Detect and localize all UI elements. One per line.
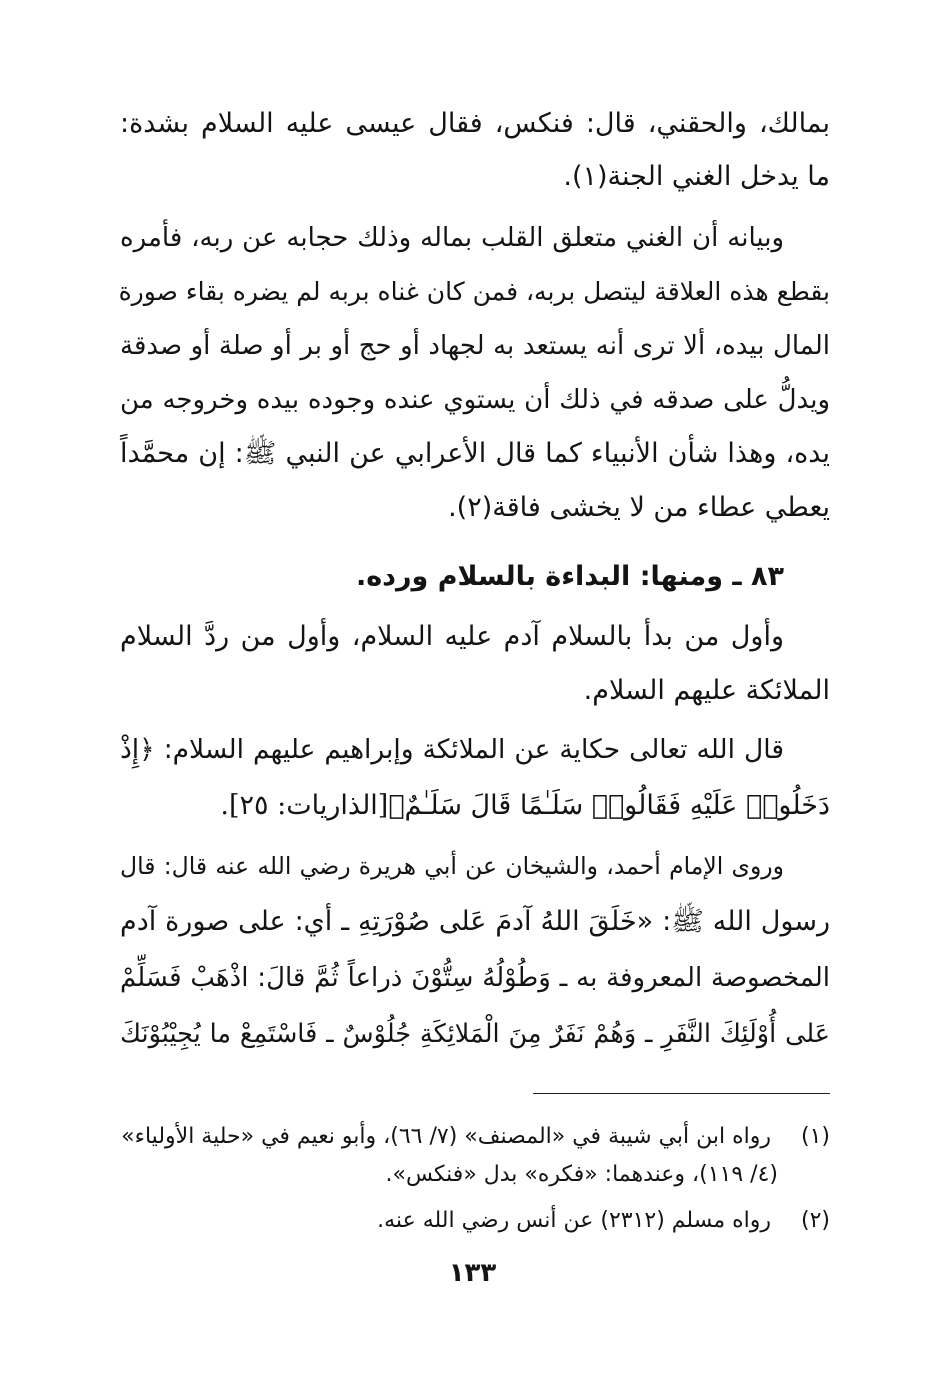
body-line-12: قال الله تعالى حكاية عن الملائكة وإبراهيم عليهم السلام: ﴿إِذْ [120,734,784,765]
body-line-17: عَلى أُوْلَئِكَ النَّفَرِ ـ وَهُمْ نَفَرٌ مِنَ الْمَلائِكَةِ جُلُوْسٌ ـ فَاسْتَمِعْ ما يُجِيْبُوْنَكَ [120,1019,830,1049]
footnote-2 [120,1204,830,1238]
footnote-2-number: (٢) [800,1208,830,1233]
body-line-4: بقطع هذه العلاقة ليتصل بربه، فمن كان غناه بربه لم يضره بقاء صورة [118,277,830,306]
footnote-2-text: رواه مسلم (٢٣١٢) عن أنس رضي الله عنه. [377,1208,771,1233]
quran-verse-line: دَخَلُوا۟ عَلَيْهِ فَقَالُوا۟ سَلَـٰمًا قَالَ سَلَـٰمٌ﴾[الذاريات: ٢٥]. [220,790,830,821]
body-line-1: بمالك، والحقني، قال: فنكس، فقال عيسى عليه السلام بشدة: [120,108,830,139]
body-line-8: يعطي عطاء من لا يخشى فاقة(٢). [448,492,830,523]
body-line-10: وأول من بدأ بالسلام آدم عليه السلام، وأول من ردَّ السلام [120,621,784,652]
body-line-6: ويدلُّ على صدقه في ذلك أن يستوي عنده وجوده بيده وخروجه من [120,385,830,415]
body-line-7: يده، وهذا شأن الأنبياء كما قال الأعرابي عن النبي ﷺ: إن محمَّداً [120,438,830,469]
section-heading: ٨٣ ـ ومنها: البداءة بالسلام ورده. [355,561,784,592]
footnote-separator [533,1093,830,1094]
body-line-3: وبيانه أن الغني متعلق القلب بماله وذلك حجابه عن ربه، فأمره [120,223,784,253]
footnote-1-number: (١) [800,1124,830,1149]
footnote-1-continuation: (٤/ ١١٩)، وعندهما: «فكره» بدل «فنكس». [385,1162,778,1187]
body-line-14: وروى الإمام أحمد، والشيخان عن أبي هريرة رضي الله عنه قال: قال [120,852,784,880]
body-line-2: ما يدخل الغني الجنة(١). [563,161,830,192]
page-number: ١٣٣ [448,1258,497,1288]
body-line-11: الملائكة عليهم السلام. [583,675,830,706]
footnote-1-text: رواه ابن أبي شيبة في «المصنف» (٧/ ٦٦)، وأبو نعيم في «حلية الأولياء» [121,1124,771,1149]
body-line-5: المال بيده، ألا ترى أنه يستعد به لجهاد أو حج أو بر أو صلة أو صدقة [120,331,830,361]
footnote-1 [120,1120,830,1154]
body-line-16: المخصوصة المعروفة به ـ وَطُوْلُهُ سِتُّوْنَ ذراعاً ثُمَّ قالَ: اذْهَبْ فَسَلِّمْ [120,963,830,993]
body-line-15: رسول الله ﷺ: «خَلَقَ اللهُ آدمَ عَلى صُوْرَتِهِ ـ أي: على صورة آدم [120,906,830,937]
